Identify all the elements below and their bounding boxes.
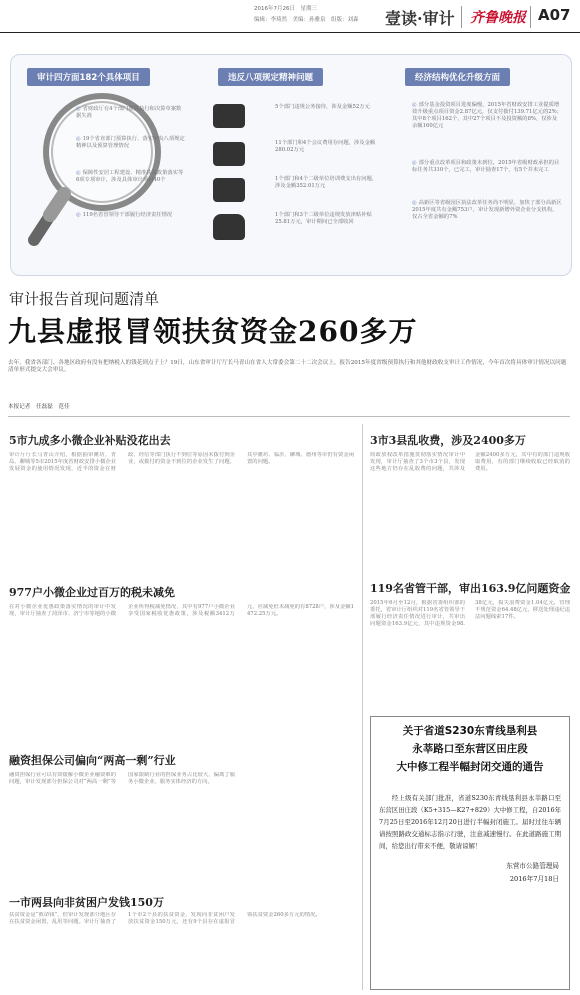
page-number: A07 (538, 6, 571, 24)
divider (461, 6, 462, 28)
section-body-1: 审计厅厅长马青山介绍，根据抽审潍坊，青岛、聊城等5市2015年度省财政安排小微企业发展资金的使用情况发现，近半的资金在财政、经信等部门执行不到位等原因未拨付到企业，或拨付的资金不到位的企业发生了问题，其中潍坊、临沂、聊城、德州等市仍有资金闲置的问题。 (9, 452, 354, 472)
article-byline: 本报记者 任磊磊 范佳 (8, 404, 70, 410)
section-body-5: 简政放权改革措施贯彻落实情况审计中发现，审计厅抽查了3个市3个县，发现这些地方仍存在乱收费的问题，共涉及金额2400多万元，其中有的部门违规收取费用，有的部门继续收取已经取消的费用。 (370, 452, 570, 472)
notice-signature: 东营市公路管理局 (506, 862, 559, 870)
infographic-tag-right: 经济结构优化升级方面 (405, 68, 510, 86)
infographic-tag-middle: 违反八项规定精神问题 (218, 68, 323, 86)
section-title-6: 119名省管干部，审出163.9亿问题资金 (370, 582, 571, 595)
training-icon (213, 178, 245, 202)
notice-title-line-1: 关于省道S230东青线垦利县 (402, 725, 538, 737)
traffic-notice (370, 716, 570, 990)
section-body-2: 在对小微企业优惠政策落实情况的审计中发现，审计厅抽查了菏泽市、济宁市等地的小微企业所得税减免情况，其中有977户小微企业享受国家税收优惠政策，涉及税额3412万元，应减免但未减免的有8728户，涉及金额1472.25万元。 (9, 604, 354, 617)
editors-credit: 编辑：李琦然 美编：孙雅泉 组版：刘森 (254, 17, 359, 23)
article-headline: 九县虚报冒领扶贫资金260多万 (8, 315, 418, 348)
right-item-3: ◎ 高新区等省级园区执法改革任务尚不明显，加快了部分高新区2015年度共有金额753户，审计发现新增外资企业分支机构，仅占全省金额的7% (412, 200, 562, 221)
bullet-icon (76, 212, 83, 218)
left-item-2: ◎ 19个省直部门预算执行、落实中央八项规定精神以及预算管理情况 (76, 136, 186, 150)
bullet-icon (76, 136, 83, 142)
middle-item-3: 1个部门和4个二级单位培训费支出有问题，涉及金额352.01万元 (275, 176, 378, 190)
divider (530, 6, 531, 28)
section-body-4: 扶贫资金是“救命钱”，但审计发现部分地区存在扶贫资金闲置，乱用等问题。审计厅抽查了1个市2个县的扶贫资金，发现向非贫困户发放扶贫资金150万元，还有9个县存在虚报冒领扶贫资金260多万元的情况。 (9, 912, 321, 925)
meeting-icon (213, 142, 245, 166)
middle-item-4: 1个部门和3个二级单位违规发放津贴补贴25.81万元，审计期间已全部收回 (275, 212, 372, 226)
byline-rule (8, 416, 570, 417)
right-item-1: ◎ 部分基金投资项目进度偏慢，2015年省财政安排工业提质增效升级重点项目资金2.87亿元，仅支付拨付139.71亿元的2%；其中8个项目162个、其中27个项目不及投资额的8%，仅涉及余额160亿元 (412, 102, 562, 130)
section-body-3: 融资担保行业可以有效缓解小微企业融资难的问题，审计发现部分担保公司对“两高一剩”等国家限制行业的担保业务占比较大，偏离了服务小微企业、服务实体经济的方向。 (9, 772, 235, 785)
notice-date: 2016年7月18日 (509, 875, 559, 883)
notice-body: 经上级有关部门批准，省道S230东青线垦利县永莘路口至东营区田庄段（K5+315—K27+829）大中修工程，自2016年7月25日至2016年12月20日进行半幅封闭施工。届时过往车辆请按照路政交通标志指示行驶，注意减速慢行。在此道路施工期间，给您出行带来不便，敬请谅解！ (379, 794, 561, 850)
section-title-2: 977户小微企业过百万的税未减免 (9, 586, 175, 599)
header-rule (0, 32, 580, 33)
left-item-4: ◎ 119名省管领导干部履行经济责任情况 (76, 212, 186, 219)
left-item-3: ◎ 保障性安居工程建设、精准扶贫政策落实等6项专项审计，涉及具体审计项目40个 (76, 170, 186, 184)
section-title: 壹读·审计 (385, 9, 455, 28)
car-icon (213, 104, 245, 128)
column-divider (362, 424, 363, 990)
article-kicker: 审计报告首现问题清单 (9, 290, 160, 308)
left-item-1: ◎ 省财政厅有4个部门预算执行和决算草案数据失准 (76, 106, 186, 120)
bullet-icon (76, 106, 83, 112)
middle-item-2: 11个部门和4个会议费用存问题，涉及金额280.02万元 (275, 140, 376, 154)
issue-date: 2016年7月26日 星期三 (254, 6, 317, 12)
bullet-icon (412, 200, 419, 206)
section-title-4: 一市两县向非贫困户发钱150万 (9, 896, 164, 909)
section-title-3: 融资担保公司偏向“两高一剩”行业 (9, 754, 176, 767)
notice-title-line-3: 大中修工程半幅封闭交通的通告 (396, 761, 544, 773)
bullet-icon (412, 102, 419, 108)
newspaper-logo: 齐鲁晚报 (470, 10, 526, 26)
bullet-icon (412, 160, 419, 166)
right-item-2: ◎ 部分重点改革项目和政策未到位，2015年省级财政承担的目标任务共310个，已完工，审计抽查17个，有5个并未完工 (412, 160, 562, 174)
section-title-5: 3市3县乱收费，涉及2400多万 (370, 434, 526, 447)
bullet-icon (76, 170, 83, 176)
section-body-6: 2015年6月至12月，根据省委组织部的委托，省审计厅组织对119名省管领导干部履行经济责任情况进行审计，共审出问题资金163.9亿元，其中违规资金98.38亿元，损失浪费资金1.04亿元，管理不规范资金64.48亿元，移送处理违纪违法问题线索17件。 (370, 600, 570, 627)
middle-item-1: 5个部门违规公务接待，涉及金额52万元 (275, 104, 370, 110)
article-lead: 去年，我省各部门、各地区政府有没有把纳税人的钱花到点子上？19日，山东省审计厅厅长马青山在省人大常委会第二十二次会议上，报告2015年度省级预算执行和其他财政收支审计工作情况，今年首次将具体审计情况以问题清单形式提交大会审议。 (8, 360, 567, 374)
section-title-1: 5市九成多小微企业补贴没花出去 (9, 434, 171, 447)
notice-title-line-2: 永莘路口至东营区田庄段 (412, 743, 528, 755)
infographic-tag-left: 审计四方面182个具体项目 (27, 68, 150, 86)
money-bag-icon (213, 214, 245, 240)
